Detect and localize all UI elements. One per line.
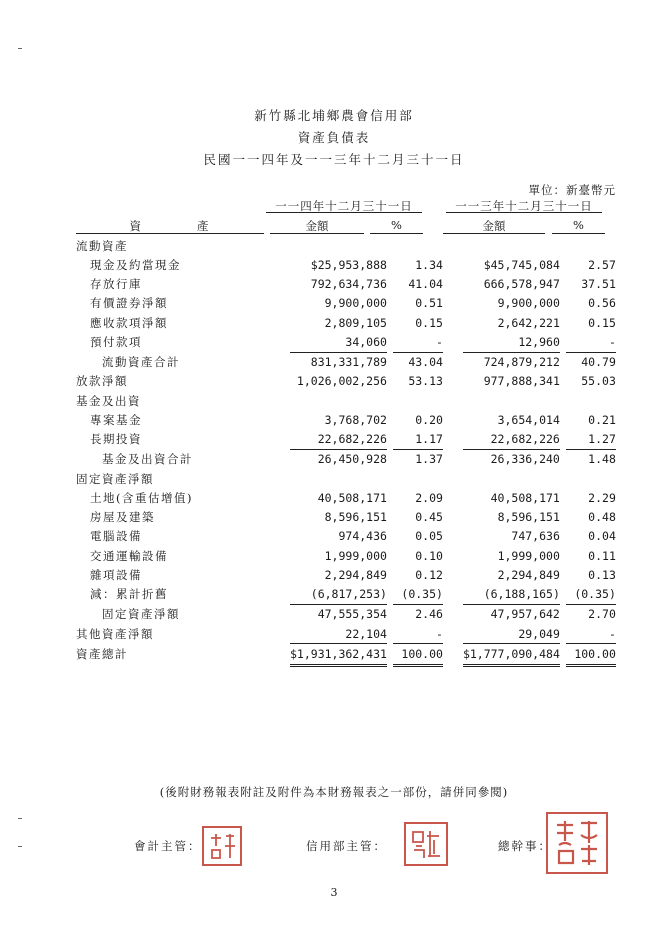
table-row <box>76 527 616 546</box>
table-row <box>76 624 616 644</box>
percent-2024: 37.51 <box>581 277 616 292</box>
amount-2025: 1,999,000 <box>324 548 387 563</box>
credit-manager-seal <box>404 822 448 866</box>
amount-2024: 2,294,849 <box>497 567 560 582</box>
percent-2025: 0.10 <box>415 548 443 563</box>
percent-2025: 1.17 <box>393 430 443 450</box>
percent-2024: 0.21 <box>588 412 616 427</box>
statement-date: 民國一一四年及一一三年十二月三十一日 <box>203 152 465 167</box>
org-name: 新竹縣北埔鄉農會信用部 <box>254 108 414 123</box>
margin-mark <box>18 846 22 847</box>
amount-2025: 40,508,171 <box>317 490 387 505</box>
table-row <box>76 604 616 624</box>
table-row <box>76 565 616 584</box>
percent-2024: 0.15 <box>588 315 616 330</box>
table-row <box>76 488 616 507</box>
percent-2025: 2.46 <box>415 607 443 622</box>
percent-2024: 0.56 <box>588 296 616 311</box>
amount-2024: 40,508,171 <box>490 490 560 505</box>
amount-2024: 8,596,151 <box>497 510 560 525</box>
table-row <box>76 508 616 527</box>
amount-2025: $25,953,888 <box>310 257 387 272</box>
table-row <box>76 255 616 274</box>
table-row <box>76 469 616 488</box>
table-row <box>76 372 616 391</box>
percent-2024: - <box>566 624 616 644</box>
row-label: 長期投資 <box>90 432 142 447</box>
percent-2025: 41.04 <box>408 277 443 292</box>
amount-2024: 26,336,240 <box>490 452 560 467</box>
row-label: 其他資產淨額 <box>76 626 154 641</box>
amount-2025: 47,555,354 <box>317 607 387 622</box>
header-rule <box>552 233 605 234</box>
row-label: 基金及出資合計 <box>102 452 193 467</box>
percent-2025: 43.04 <box>408 355 443 370</box>
percent-2024: 2.29 <box>588 490 616 505</box>
percent-2025: - <box>393 624 443 644</box>
balance-sheet-table <box>76 236 616 667</box>
percent-2024: 1.48 <box>588 452 616 467</box>
row-label: 現金及約當現金 <box>90 257 181 272</box>
percent-2025: 0.15 <box>415 315 443 330</box>
percent-2024: 55.03 <box>581 374 616 389</box>
row-label: 流動資產 <box>76 238 128 253</box>
percent-2025: 0.45 <box>415 510 443 525</box>
percent-2024: 0.48 <box>588 510 616 525</box>
percent-2024: 0.13 <box>588 567 616 582</box>
row-label: 預付款項 <box>90 335 142 350</box>
percent-2025: - <box>393 332 443 352</box>
amount-2025: 8,596,151 <box>324 510 387 525</box>
assets-header: 資 產 <box>129 219 211 233</box>
row-label: 專案基金 <box>90 412 142 427</box>
amount-2024: $1,777,090,484 <box>463 644 560 665</box>
statement-title: 資產負債表 <box>297 130 371 145</box>
percent-2025: 1.34 <box>415 257 443 272</box>
margin-mark <box>18 48 22 49</box>
table-row <box>76 546 616 565</box>
table-row <box>76 294 616 313</box>
percent-2024: - <box>566 332 616 352</box>
percent-2024: 100.00 <box>566 644 616 665</box>
percent-2025: 0.05 <box>415 529 443 544</box>
percent-2024: 0.11 <box>588 548 616 563</box>
amount-2024: 3,654,014 <box>497 412 560 427</box>
amount-2024: 724,879,212 <box>483 355 560 370</box>
amount-2025: 26,450,928 <box>317 452 387 467</box>
table-row <box>76 332 616 352</box>
amount-2024: 666,578,947 <box>483 277 560 292</box>
general-manager-label: 總幹事： <box>498 839 552 853</box>
margin-mark <box>18 818 22 819</box>
amount-2025: 34,060 <box>290 332 387 352</box>
amount-2025: 2,294,849 <box>324 567 387 582</box>
row-label: 存放行庫 <box>90 277 142 292</box>
percent-2025: 0.12 <box>415 567 443 582</box>
table-row <box>76 410 616 429</box>
amount-2025: (6,817,253) <box>290 585 387 605</box>
amount-2025: 9,900,000 <box>324 296 387 311</box>
amount-2024: 9,900,000 <box>497 296 560 311</box>
row-label: 有價證券淨額 <box>90 296 168 311</box>
percent-2025: 0.20 <box>415 412 443 427</box>
header-rule <box>443 233 545 234</box>
row-label: 雜項設備 <box>90 567 142 582</box>
accountant-label: 會計主管： <box>134 839 202 853</box>
amount-2024: 22,682,226 <box>463 430 560 450</box>
amount-2024: $45,745,084 <box>483 257 560 272</box>
table-row <box>76 391 616 410</box>
amount-2024: 977,888,341 <box>483 374 560 389</box>
percent-2025: 1.37 <box>415 452 443 467</box>
amount-2024: 1,999,000 <box>497 548 560 563</box>
general-manager-seal <box>546 812 608 874</box>
amount-2025: 2,809,105 <box>324 315 387 330</box>
percent-2025: (0.35) <box>393 585 443 605</box>
amount-2024: 47,957,642 <box>490 607 560 622</box>
amount-2024: 12,960 <box>463 332 560 352</box>
row-label: 基金及出資 <box>76 393 141 408</box>
amount-2024: (6,188,165) <box>463 585 560 605</box>
amount-2024: 747,636 <box>511 529 560 544</box>
row-label: 電腦設備 <box>90 529 142 544</box>
period-rule <box>266 212 422 213</box>
period-rule <box>446 212 602 213</box>
table-row <box>76 236 616 255</box>
row-label: 資產總計 <box>76 647 128 662</box>
table-row <box>76 449 616 469</box>
table-row <box>76 275 616 294</box>
row-label: 流動資產合計 <box>102 354 180 369</box>
row-label: 減：累計折舊 <box>90 587 168 602</box>
amount-2024: 29,049 <box>463 624 560 644</box>
footer-note: (後附財務報表附註及附件為本財務報表之一部份，請併同參閱) <box>159 785 509 799</box>
percent-header-2024: % <box>573 218 584 232</box>
amount-header-2025: 金額 <box>305 219 329 233</box>
row-label: 放款淨額 <box>76 374 128 389</box>
table-row <box>76 585 616 605</box>
period-header-2025: 一一四年十二月三十一日 <box>275 199 413 213</box>
header-rule <box>76 233 264 234</box>
percent-2024: 40.79 <box>581 355 616 370</box>
row-label: 固定資產淨額 <box>102 607 180 622</box>
row-label: 交通運輸設備 <box>90 548 168 563</box>
percent-2025: 100.00 <box>393 644 443 665</box>
amount-header-2024: 金額 <box>482 219 506 233</box>
page-number: 3 <box>330 886 338 899</box>
amount-2025: $1,931,362,431 <box>290 644 387 665</box>
table-row <box>76 430 616 450</box>
accountant-seal <box>202 826 242 866</box>
percent-header-2025: % <box>391 218 402 232</box>
row-label: 土地(含重估增值) <box>90 490 193 505</box>
amount-2024: 2,642,221 <box>497 315 560 330</box>
table-row <box>76 352 616 372</box>
amount-2025: 3,768,702 <box>324 412 387 427</box>
percent-2025: 0.51 <box>415 296 443 311</box>
percent-2024: 0.04 <box>588 529 616 544</box>
table-row <box>76 313 616 332</box>
row-label: 固定資產淨額 <box>76 471 154 486</box>
amount-2025: 1,026,002,256 <box>296 374 387 389</box>
percent-2024: 1.27 <box>566 430 616 450</box>
currency-unit: 單位：新臺幣元 <box>528 183 616 197</box>
header-rule <box>370 233 423 234</box>
row-label: 應收款項淨額 <box>90 315 168 330</box>
percent-2024: 2.70 <box>588 607 616 622</box>
percent-2024: 2.57 <box>588 257 616 272</box>
percent-2025: 53.13 <box>408 374 443 389</box>
amount-2025: 831,331,789 <box>310 355 387 370</box>
row-label: 房屋及建築 <box>90 510 155 525</box>
table-row <box>76 644 616 665</box>
header-rule <box>270 233 364 234</box>
percent-2024: (0.35) <box>566 585 616 605</box>
amount-2025: 792,634,736 <box>310 277 387 292</box>
amount-2025: 22,682,226 <box>290 430 387 450</box>
percent-2025: 2.09 <box>415 490 443 505</box>
credit-manager-label: 信用部主管： <box>306 839 387 853</box>
period-header-2024: 一一三年十二月三十一日 <box>455 199 593 213</box>
amount-2025: 974,436 <box>338 529 387 544</box>
amount-2025: 22,104 <box>290 624 387 644</box>
